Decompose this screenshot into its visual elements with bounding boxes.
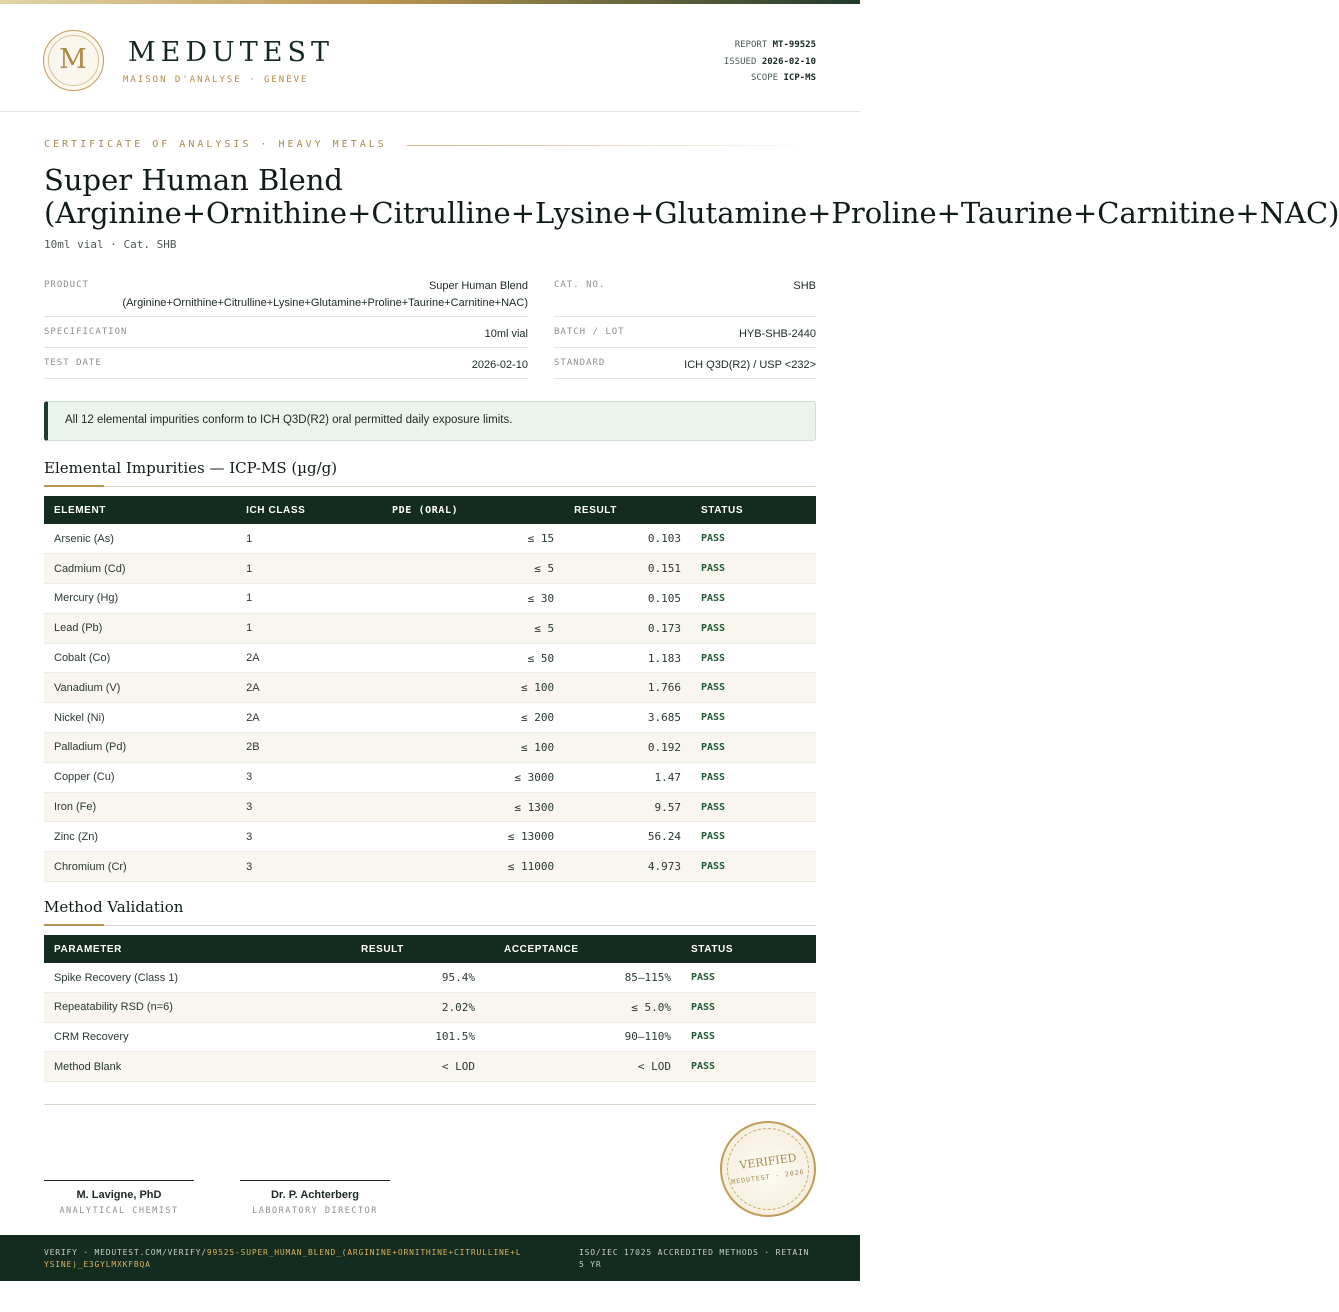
element-cell: Chromium (Cr)	[44, 852, 236, 882]
result-cell: 4.973	[564, 852, 691, 882]
status-badge: PASS	[691, 584, 816, 614]
seal-subtext: MEDUTEST · 2026	[730, 1167, 806, 1187]
status-badge: PASS	[691, 554, 816, 584]
parameter-cell: Spike Recovery (Class 1)	[44, 963, 272, 993]
product-subtitle: 10ml vial · Cat. SHB	[44, 238, 177, 251]
status-badge: PASS	[691, 673, 816, 703]
element-cell: Copper (Cu)	[44, 762, 236, 792]
pde-cell: ≤ 100	[359, 733, 564, 763]
status-badge: PASS	[681, 993, 816, 1023]
footer-divider	[44, 1104, 816, 1105]
info-label: CAT. NO.	[554, 280, 606, 290]
header-acceptance: ACCEPTANCE	[485, 935, 681, 963]
header-result: RESULT	[272, 935, 485, 963]
pde-cell: ≤ 13000	[359, 822, 564, 852]
result-cell: 1.183	[564, 643, 691, 673]
acceptance-cell: < LOD	[485, 1052, 681, 1082]
info-product	[44, 276, 528, 317]
info-catalog	[554, 276, 816, 317]
pde-cell: ≤ 3000	[359, 762, 564, 792]
logo-emblem	[43, 30, 104, 91]
table-row	[44, 963, 816, 993]
pde-cell: ≤ 15	[359, 524, 564, 554]
ich-class-cell: 3	[236, 792, 359, 822]
ich-class-cell: 3	[236, 762, 359, 792]
conformance-text: All 12 elemental impurities conform to ICH Q3D(R2) oral permitted daily exposure limits.	[65, 414, 513, 426]
product-value-line1: Super Human Blend	[428, 280, 528, 292]
status-badge: PASS	[691, 762, 816, 792]
element-cell: Mercury (Hg)	[44, 584, 236, 614]
status-badge: PASS	[691, 733, 816, 763]
status-badge: PASS	[691, 613, 816, 643]
header-result: RESULT	[564, 496, 691, 524]
header-element: ELEMENT	[44, 496, 236, 524]
product-title	[44, 163, 1339, 230]
result-cell: 9.57	[564, 792, 691, 822]
validation-table	[44, 935, 816, 1082]
info-batch	[554, 317, 816, 348]
parameter-cell: Repeatability RSD (n=6)	[44, 993, 272, 1023]
result-cell: 3.685	[564, 703, 691, 733]
info-label: BATCH / LOT	[554, 327, 625, 337]
brand-name: MEDUTEST	[128, 37, 334, 68]
info-value: HYB-SHB-2440	[738, 328, 816, 340]
info-label: STANDARD	[554, 358, 606, 368]
info-label: SPECIFICATION	[44, 327, 128, 337]
pde-cell: ≤ 200	[359, 703, 564, 733]
result-cell: 101.5%	[272, 1022, 485, 1052]
table-row	[44, 1022, 816, 1052]
info-test-date	[44, 348, 528, 379]
result-cell: 0.105	[564, 584, 691, 614]
ich-class-cell: 2B	[236, 733, 359, 763]
table-header-row	[44, 496, 816, 524]
table-row	[44, 703, 816, 733]
verify-prefix: VERIFY · MEDUTEST.COM/VERIFY/	[44, 1248, 207, 1257]
info-specification	[44, 317, 528, 348]
certificate-eyebrow: CERTIFICATE OF ANALYSIS · HEAVY METALS	[44, 139, 387, 150]
result-cell: 0.173	[564, 613, 691, 643]
element-cell: Vanadium (V)	[44, 673, 236, 703]
result-cell: 2.02%	[272, 993, 485, 1023]
section-accent	[44, 924, 104, 926]
signatory-role: ANALYTICAL CHEMIST	[59, 1206, 179, 1216]
seal-text: VERIFIED	[738, 1151, 798, 1172]
status-badge: PASS	[691, 792, 816, 822]
header-ich-class: ICH CLASS	[236, 496, 359, 524]
result-cell: 0.192	[564, 733, 691, 763]
result-cell: 1.47	[564, 762, 691, 792]
info-value	[122, 278, 528, 312]
table-row	[44, 524, 816, 554]
acceptance-cell: 90–110%	[485, 1022, 681, 1052]
table-row	[44, 643, 816, 673]
info-label: PRODUCT	[44, 280, 89, 290]
impurities-table	[44, 496, 816, 882]
table-row	[44, 733, 816, 763]
signatory-name: Dr. P. Achterberg	[270, 1189, 360, 1201]
accreditation-note: ISO/IEC 17025 ACCREDITED METHODS · RETAIN 5 YR	[579, 1248, 810, 1269]
report-meta	[724, 37, 816, 87]
table-row	[44, 792, 816, 822]
table-row	[44, 762, 816, 792]
ich-class-cell: 1	[236, 613, 359, 643]
pde-cell: ≤ 1300	[359, 792, 564, 822]
result-cell: 95.4%	[272, 963, 485, 993]
status-badge: PASS	[691, 524, 816, 554]
ich-class-cell: 2A	[236, 643, 359, 673]
status-badge: PASS	[681, 1052, 816, 1082]
ich-class-cell: 1	[236, 524, 359, 554]
product-title-line2: (Arginine+Ornithine+Citrulline+Lysine+Glutamine+Proline+Taurine+Carnitine+NAC)	[44, 196, 1339, 230]
header-status: STATUS	[691, 496, 816, 524]
signature-block-director	[240, 1180, 390, 1216]
section-divider	[44, 925, 816, 926]
conformance-banner	[44, 401, 816, 441]
status-badge: PASS	[691, 643, 816, 673]
brand-subtitle: MAISON D'ANALYSE · GENÈVE	[123, 75, 309, 85]
parameter-cell: CRM Recovery	[44, 1022, 272, 1052]
result-cell: < LOD	[272, 1052, 485, 1082]
element-cell: Cobalt (Co)	[44, 643, 236, 673]
footer-bar	[0, 1235, 860, 1281]
issued-date: 2026-02-10	[761, 56, 816, 67]
pde-cell: ≤ 50	[359, 643, 564, 673]
section-accent	[44, 485, 104, 487]
section-divider	[44, 486, 816, 487]
ich-class-cell: 3	[236, 822, 359, 852]
table-row	[44, 852, 816, 882]
element-cell: Arsenic (As)	[44, 524, 236, 554]
status-badge: PASS	[691, 703, 816, 733]
info-value: 10ml vial	[484, 328, 528, 340]
status-badge: PASS	[681, 1022, 816, 1052]
acceptance-cell: 85–115%	[485, 963, 681, 993]
ich-class-cell: 2A	[236, 673, 359, 703]
element-cell: Zinc (Zn)	[44, 822, 236, 852]
result-cell: 56.24	[564, 822, 691, 852]
status-badge: PASS	[691, 852, 816, 882]
verify-line	[44, 1247, 524, 1271]
element-cell: Nickel (Ni)	[44, 703, 236, 733]
info-label: TEST DATE	[44, 358, 102, 368]
report-number: MT-99525	[772, 40, 816, 50]
info-value: ICH Q3D(R2) / USP <232>	[684, 359, 816, 371]
validation-section-title: Method Validation	[44, 898, 184, 916]
verified-seal	[720, 1121, 816, 1217]
table-row	[44, 554, 816, 584]
table-row	[44, 1052, 816, 1082]
element-cell: Iron (Fe)	[44, 792, 236, 822]
logo-letter: M	[59, 44, 87, 75]
info-value: 2026-02-10	[471, 359, 528, 371]
signature-block-chemist	[44, 1180, 194, 1216]
header-parameter: PARAMETER	[44, 935, 272, 963]
info-value: SHB	[793, 280, 816, 292]
table-row	[44, 993, 816, 1023]
impurities-section-title: Elemental Impurities — ICP-MS (µg/g)	[44, 459, 338, 477]
element-cell: Cadmium (Cd)	[44, 554, 236, 584]
scope-value: ICP-MS	[783, 73, 816, 83]
table-row	[44, 584, 816, 614]
pde-cell: ≤ 11000	[359, 852, 564, 882]
result-cell: 1.766	[564, 673, 691, 703]
status-badge: PASS	[691, 822, 816, 852]
table-row	[44, 613, 816, 643]
report-label: REPORT	[734, 40, 768, 50]
element-cell: Palladium (Pd)	[44, 733, 236, 763]
ich-class-cell: 2A	[236, 703, 359, 733]
parameter-cell: Method Blank	[44, 1052, 272, 1082]
status-badge: PASS	[681, 963, 816, 993]
eyebrow-divider	[407, 145, 816, 146]
table-header-row	[44, 935, 816, 963]
pde-cell: ≤ 5	[359, 554, 564, 584]
table-row	[44, 822, 816, 852]
acceptance-cell: ≤ 5.0%	[485, 993, 681, 1023]
pde-cell: ≤ 30	[359, 584, 564, 614]
signatory-name: M. Lavigne, PhD	[76, 1189, 162, 1201]
table-row	[44, 673, 816, 703]
ich-class-cell: 3	[236, 852, 359, 882]
product-value-line2: (Arginine+Ornithine+Citrulline+Lysine+Glutamine+Proline+Taurine+Carnitine+NAC)	[122, 297, 528, 309]
ich-class-cell: 1	[236, 554, 359, 584]
result-cell: 0.103	[564, 524, 691, 554]
pde-cell: ≤ 5	[359, 613, 564, 643]
signatory-role: LABORATORY DIRECTOR	[252, 1206, 378, 1216]
header-pde: PDE (ORAL)	[359, 496, 564, 524]
scope-label: SCOPE	[750, 73, 779, 83]
element-cell: Lead (Pb)	[44, 613, 236, 643]
product-title-line1: Super Human Blend	[44, 163, 343, 197]
result-cell: 0.151	[564, 554, 691, 584]
verify-link[interactable]: 99525-SUPER_HUMAN_BLEND_(ARGININE+ORNITHINE+CITRULLINE+LYSINE)_E3GYLMXKFBQA	[44, 1248, 522, 1269]
header	[0, 4, 860, 112]
info-standard	[554, 348, 816, 379]
pde-cell: ≤ 100	[359, 673, 564, 703]
ich-class-cell: 1	[236, 584, 359, 614]
header-status: STATUS	[681, 935, 816, 963]
issued-label: ISSUED	[723, 56, 757, 67]
